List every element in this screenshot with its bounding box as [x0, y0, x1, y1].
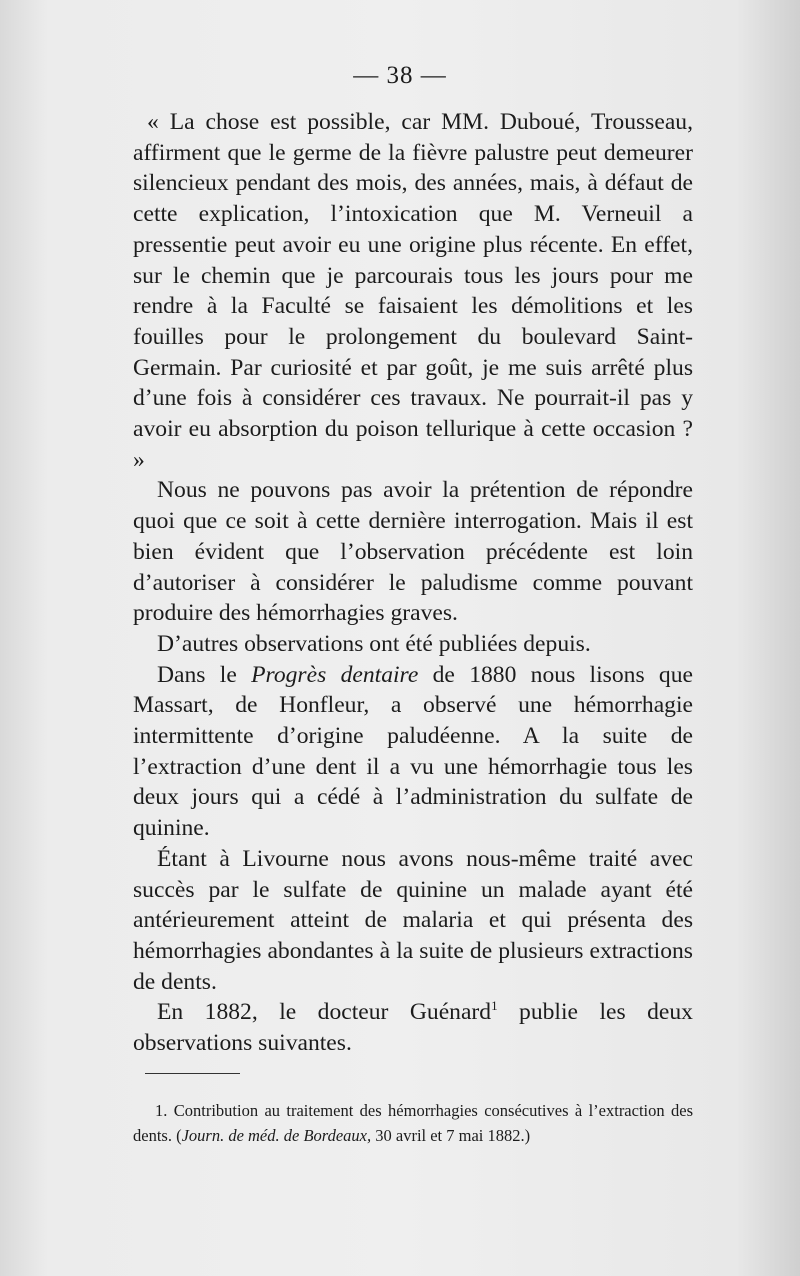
footnote-reference: 1 — [491, 998, 498, 1014]
paragraph-livourne: Étant à Livourne nous avons nous-même traité avec succès par le sulfate de quinine un malade ayant été antérieurement atteint de malaria et qui présenta des hémorrhagies abondantes à la suite de plusieurs extractions de dents. — [133, 845, 693, 995]
page-number: — 38 — — [353, 62, 447, 89]
footnote-divider — [145, 1073, 240, 1074]
journal-title-progres-dentaire: Progrès dentaire — [251, 661, 419, 688]
footnote-marker: 1. — [155, 1101, 168, 1120]
body-text — [133, 107, 693, 1059]
paragraph-progres-dentaire — [133, 660, 693, 844]
paragraph-guenard-start: En 1882, le docteur Guénard — [157, 999, 492, 1026]
paragraph-progres-dentaire-start: Dans le — [157, 661, 252, 688]
footnote-journal-title: Journ. de méd. de Bordeaux, — [181, 1126, 372, 1145]
paragraph-guenard — [133, 997, 693, 1058]
footnote-text-start: Contribution au traitement des hémorrhagies consécutives à l’extraction des dents. ( — [133, 1101, 693, 1145]
footnote-text-end: 30 avril et 7 mai 1882.) — [371, 1126, 531, 1145]
paragraph-guenard-rest: publie les deux observations suivantes. — [133, 999, 693, 1057]
footnote — [133, 1098, 693, 1148]
paragraph-other-observations: D’autres observations ont été publiées depuis. — [157, 630, 591, 657]
paragraph-quote: « La chose est possible, car MM. Duboué, Trousseau, affirment que le germe de la fièvre palustre peut demeurer silencieux pendant des mois, des années, mais, à défaut de cette explication, l’intoxication que M. Verneuil a pressentie peut avoir eu une origine plus récente. En effet, sur le chemin que je parcourais tous les jours pour me rendre à la Faculté se faisaient les démolitions et les fouilles pour le prolongement du boulevard Saint-Germain. Par curiosité et par goût, je me suis arrêté plus d’une fois à considérer ces travaux. Ne pourrait-il pas y avoir eu absorption du poison tellurique à cette occasion ? » — [133, 109, 693, 473]
paragraph-commentary: Nous ne pouvons pas avoir la prétention de répondre quoi que ce soit à cette dernière interrogation. Mais il est bien évident que l’observation précédente est loin d’autoriser à considérer le paludisme comme pouvant produire des hémorrhagies graves. — [133, 477, 693, 627]
paragraph-progres-dentaire-rest: de 1880 nous lisons que Massart, de Honfleur, a observé une hémorrhagie intermittente d’origine paludéenne. A la suite de l’extraction d’une dent il a vu une hémorrhagie tous les deux jours qui a cédé à l’administration du sulfate de quinine. — [133, 661, 693, 842]
